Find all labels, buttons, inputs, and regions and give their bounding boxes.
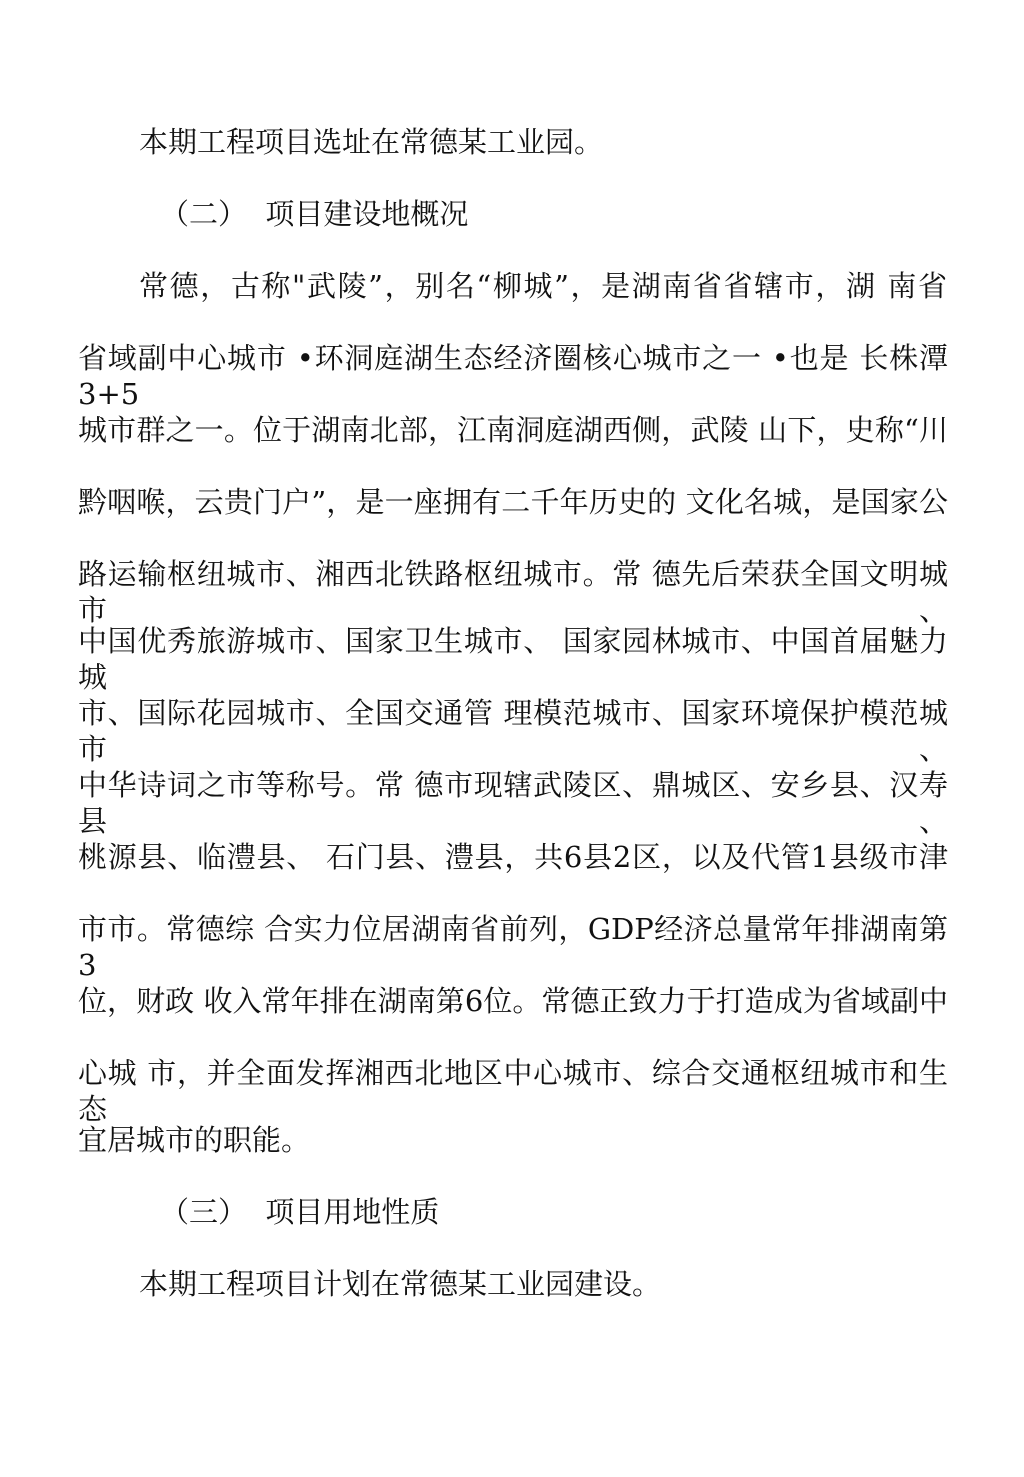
paragraph-site-location: 本期工程项目选址在常德某工业园。	[139, 125, 604, 159]
body-line-7: 市、国际花园城市、全国交通管 理模范城市、国家环境保护模范城市、	[78, 696, 948, 766]
body-line-9: 桃源县、临澧县、 石门县、澧县，共6县2区，以及代管1县级市津	[78, 840, 948, 874]
body-line-8: 中华诗词之市等称号。常 德市现辖武陵区、鼎城区、安乡县、汉寿县、	[78, 768, 948, 838]
body-line-4: 黔咽喉，云贵门户”，是一座拥有二千年历史的 文化名城，是国家公	[78, 485, 948, 519]
body-line-13: 宜居城市的职能。	[78, 1123, 311, 1157]
body-line-11: 位，财政 收入常年排在湖南第6位。常德正致力于打造成为省域副中	[78, 984, 948, 1018]
body-line-5: 路运输枢纽城市、湘西北铁路枢纽城市。常 德先后荣获全国文明城市、	[78, 557, 948, 627]
body-line-1: 常德，古称"武陵”，别名“柳城”，是湖南省省辖市，湖 南省	[139, 269, 947, 303]
body-line-6: 中国优秀旅游城市、国家卫生城市、 国家园林城市、中国首届魅力城	[78, 624, 948, 694]
paragraph-land-use: 本期工程项目计划在常德某工业园建设。	[139, 1267, 662, 1301]
body-line-2: 省域副中心城市 •环洞庭湖生态经济圈核心城市之一 •也是 长株潭3+5	[78, 341, 948, 411]
section-heading-2: （二） 项目建设地概况	[160, 197, 469, 231]
body-line-10: 市市。常德综 合实力位居湖南省前列，GDP经济总量常年排湖南第3	[78, 912, 948, 982]
body-line-3: 城市群之一。位于湖南北部，江南洞庭湖西侧，武陵 山下，史称“川	[78, 413, 948, 447]
body-line-12: 心城 市，并全面发挥湘西北地区中心城市、综合交通枢纽城市和生态	[78, 1056, 948, 1126]
section-heading-3: （三） 项目用地性质	[160, 1195, 440, 1229]
